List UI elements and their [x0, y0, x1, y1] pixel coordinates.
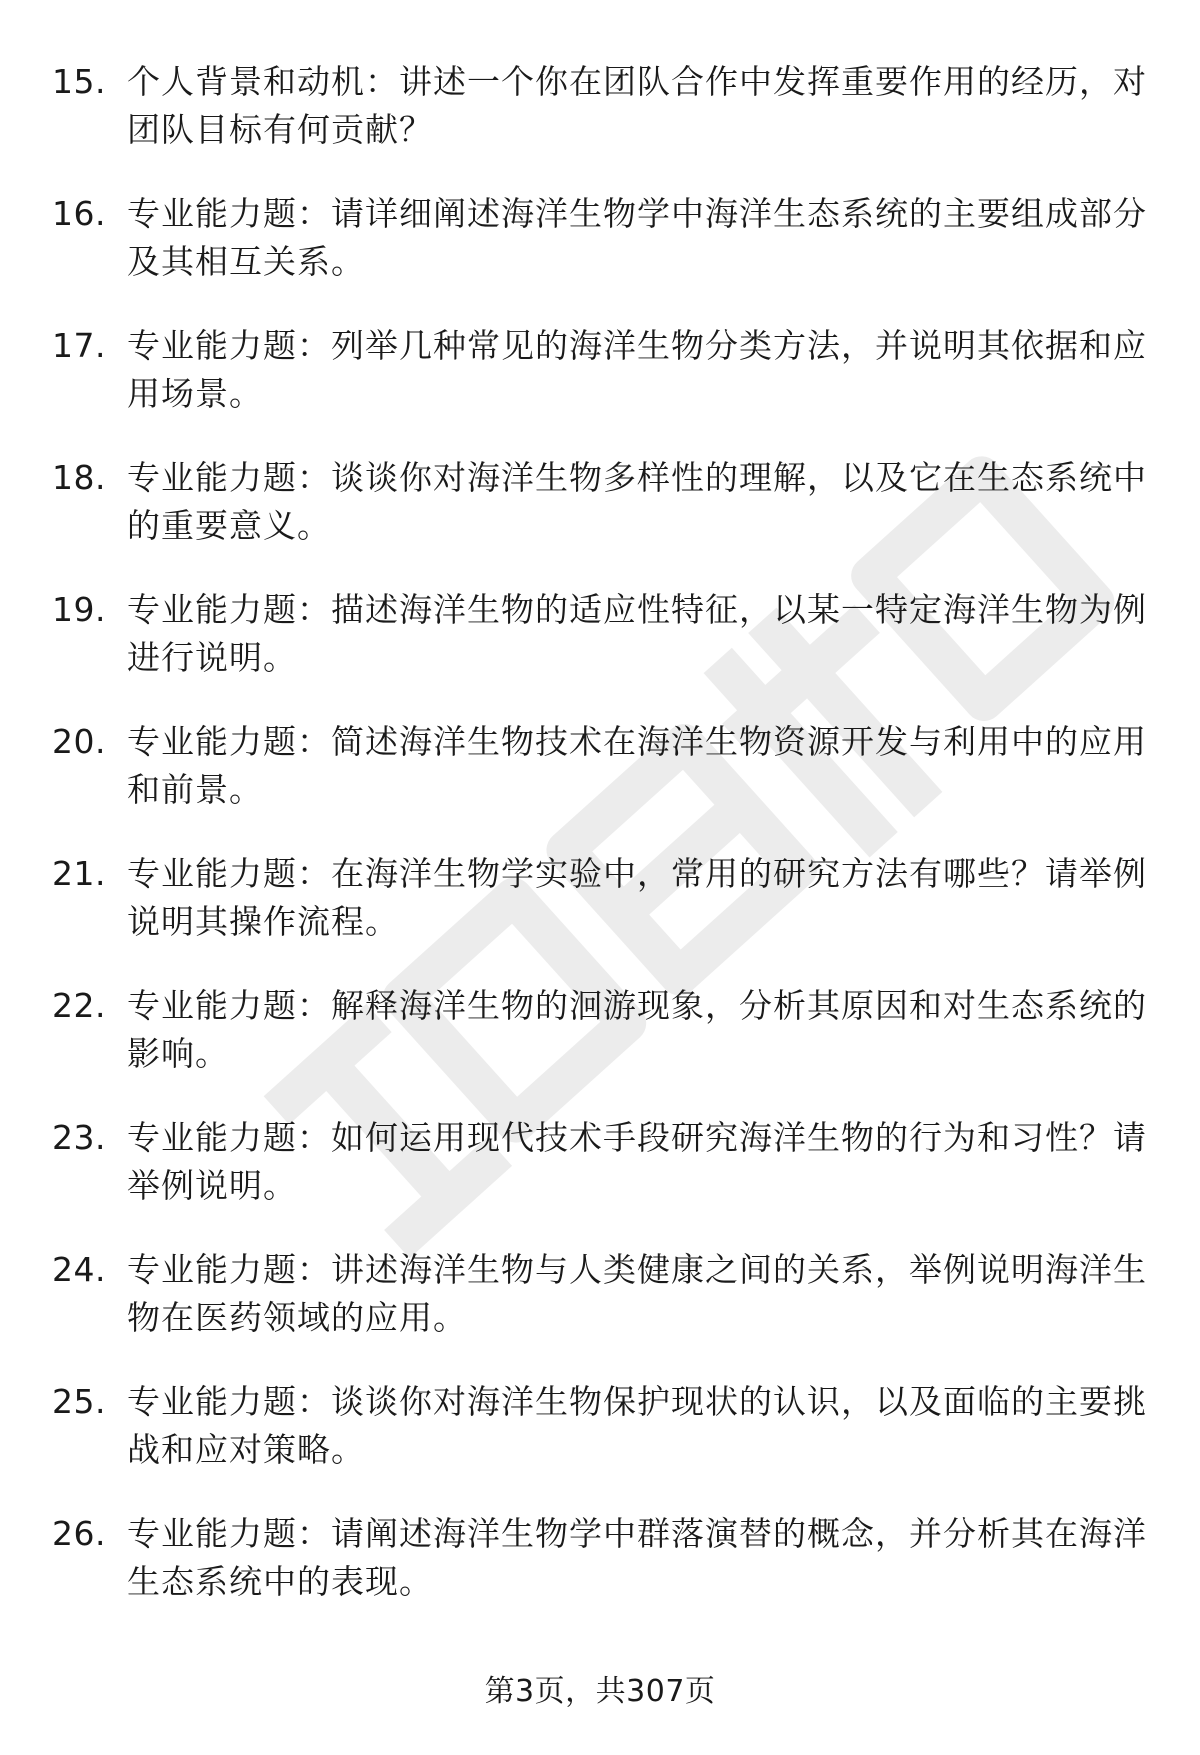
question-item [52, 982, 1152, 1114]
question-item [52, 586, 1152, 718]
page-footer: 第3页，共307页 [484, 1674, 716, 1709]
question-number: 19. [52, 590, 106, 629]
question-item [52, 850, 1152, 982]
question-item [52, 58, 1152, 190]
question-item [52, 1114, 1152, 1246]
question-text: 专业能力题：简述海洋生物技术在海洋生物资源开发与利用中的应用和前景。 [127, 722, 1147, 809]
question-item [52, 718, 1152, 850]
question-text: 专业能力题：在海洋生物学实验中，常用的研究方法有哪些？请举例说明其操作流程。 [127, 854, 1147, 941]
question-item [52, 1510, 1152, 1642]
question-number: 21. [52, 854, 106, 893]
question-number: 17. [52, 326, 106, 365]
question-text: 个人背景和动机：讲述一个你在团队合作中发挥重要作用的经历，对团队目标有何贡献？ [127, 62, 1147, 149]
question-text: 专业能力题：谈谈你对海洋生物多样性的理解，以及它在生态系统中的重要意义。 [127, 458, 1147, 545]
question-item [52, 1378, 1152, 1510]
question-list [52, 58, 1152, 1642]
question-item [52, 322, 1152, 454]
question-item [52, 1246, 1152, 1378]
question-number: 25. [52, 1382, 106, 1421]
question-number: 20. [52, 722, 106, 761]
question-number: 15. [52, 62, 106, 101]
question-text: 专业能力题：请详细阐述海洋生物学中海洋生态系统的主要组成部分及其相互关系。 [127, 194, 1147, 281]
question-number: 24. [52, 1250, 106, 1289]
question-item [52, 454, 1152, 586]
question-text: 专业能力题：讲述海洋生物与人类健康之间的关系，举例说明海洋生物在医药领域的应用。 [127, 1250, 1147, 1337]
question-text: 专业能力题：描述海洋生物的适应性特征，以某一特定海洋生物为例进行说明。 [127, 590, 1147, 677]
question-number: 26. [52, 1514, 106, 1553]
question-number: 22. [52, 986, 106, 1025]
question-item [52, 190, 1152, 322]
question-number: 18. [52, 458, 106, 497]
question-text: 专业能力题：请阐述海洋生物学中群落演替的概念，并分析其在海洋生态系统中的表现。 [127, 1514, 1147, 1601]
question-number: 16. [52, 194, 106, 233]
question-number: 23. [52, 1118, 106, 1157]
question-text: 专业能力题：列举几种常见的海洋生物分类方法，并说明其依据和应用场景。 [127, 326, 1147, 413]
question-text: 专业能力题：解释海洋生物的洄游现象，分析其原因和对生态系统的影响。 [127, 986, 1147, 1073]
question-text: 专业能力题：如何运用现代技术手段研究海洋生物的行为和习性？请举例说明。 [127, 1118, 1147, 1205]
question-text: 专业能力题：谈谈你对海洋生物保护现状的认识，以及面临的主要挑战和应对策略。 [127, 1382, 1147, 1469]
